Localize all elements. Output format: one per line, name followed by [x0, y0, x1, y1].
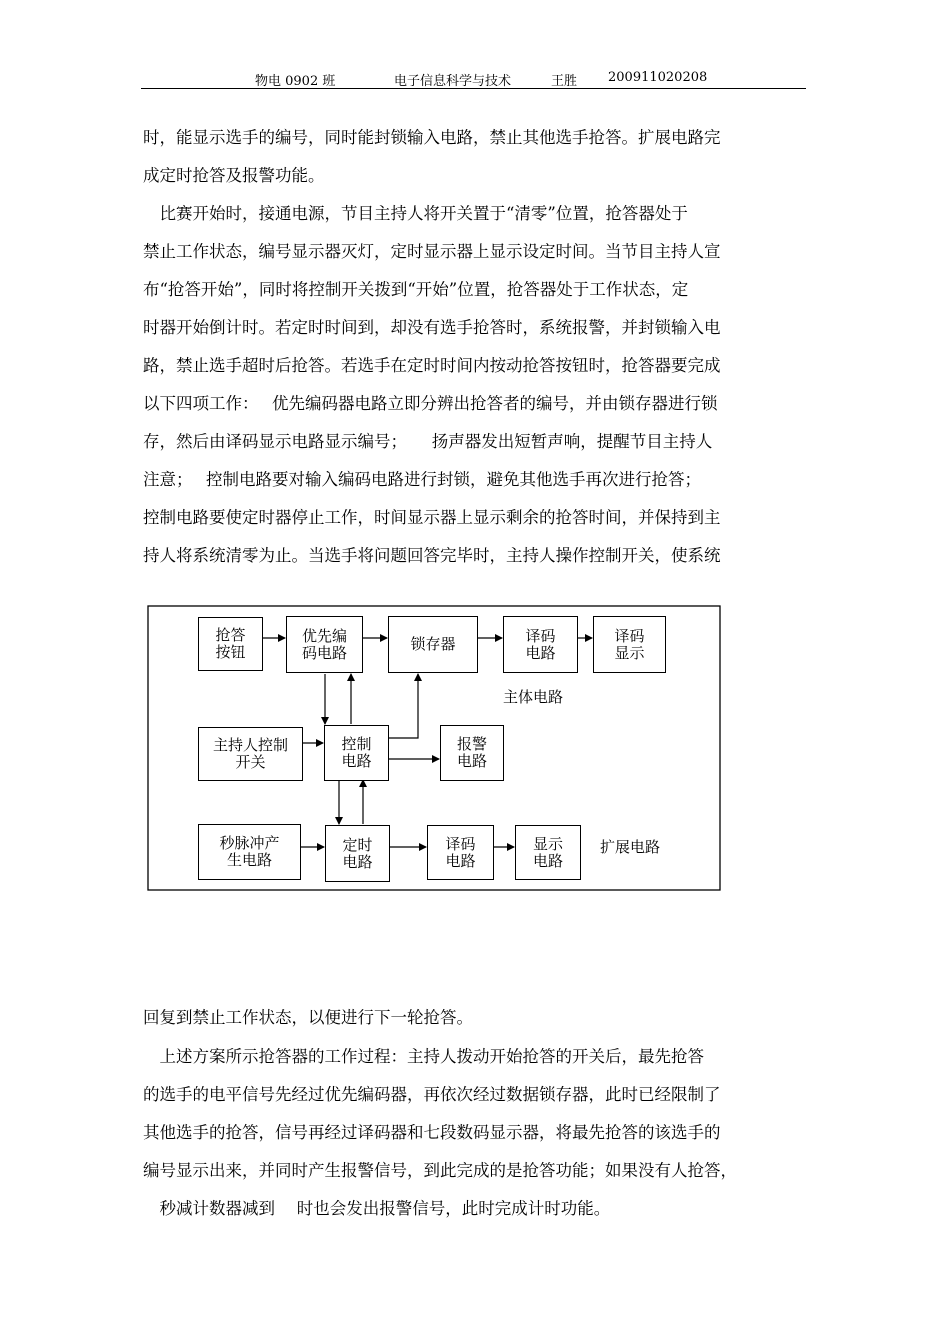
block-pulse-generator: 秒脉冲产 生电路	[198, 824, 301, 880]
page-header	[0, 70, 950, 90]
block-control: 控制 电路	[324, 725, 389, 781]
text-line: 禁止工作状态，编号显示器灭灯，定时显示器上显示设定时间。当节目主持人宣	[143, 242, 721, 261]
main-circuit-label: 主体电路	[503, 688, 564, 706]
block-host-switch: 主持人控制 开关	[198, 727, 303, 781]
header-class: 物电 0902 班	[255, 74, 336, 89]
paragraph	[143, 195, 808, 575]
text-line: 编号显示出来，并同时产生报警信号，到此完成的是抢答功能；如果没有人抢答，	[143, 1161, 737, 1180]
text-line: 其他选手的抢答，信号再经过译码器和七段数码显示器，将最先抢答的该选手的	[143, 1123, 721, 1142]
text-line: 以下四项工作： 优先编码器电路立即分辨出抢答者的编号，并由锁存器进行锁	[143, 394, 718, 413]
text-line: 控制电路要使定时器停止工作，时间显示器上显示剩余的抢答时间，并保持到主	[143, 508, 721, 527]
text-line: 时器开始倒计时。若定时时间到，却没有选手抢答时，系统报警，并封锁输入电	[143, 318, 721, 337]
block-priority-encoder: 优先编 码电路	[286, 616, 363, 673]
header-rule	[141, 88, 806, 89]
paragraph	[143, 119, 808, 195]
block-alarm: 报警 电路	[440, 725, 504, 781]
block-display-ext: 显示 电路	[515, 825, 581, 880]
extension-circuit-label: 扩展电路	[600, 838, 661, 856]
text-line: 存，然后由译码显示电路显示编号； 扬声器发出短暂声响，提醒节目主持人	[143, 432, 713, 451]
text-line: 比赛开始时，接通电源，节目主持人将开关置于“清零”位置，抢答器处于	[143, 204, 688, 223]
text-line: 布“抢答开始”，同时将控制开关拨到“开始”位置，抢答器处于工作状态，定	[143, 280, 689, 299]
text-line: 持人将系统清零为止。当选手将问题回答完毕时，主持人操作控制开关，使系统	[143, 546, 721, 565]
header-name: 王胜	[551, 74, 578, 89]
text-line: 路，禁止选手超时后抢答。若选手在定时时间内按动抢答按钮时，抢答器要完成	[143, 356, 721, 375]
header-student-id: 200911020208	[608, 70, 708, 85]
block-timer: 定时 电路	[325, 825, 390, 882]
paragraph	[143, 999, 808, 1037]
text-line: 回复到禁止工作状态，以便进行下一轮抢答。	[143, 1008, 473, 1027]
text-line: 成定时抢答及报警功能。	[143, 166, 325, 185]
paragraph	[143, 1038, 808, 1228]
header-major: 电子信息科学与技术	[394, 74, 512, 89]
block-qiangda-button: 抢答 按钮	[198, 617, 263, 671]
block-display-main: 译码 显示	[593, 616, 666, 673]
block-decoder-ext: 译码 电路	[427, 825, 494, 880]
text-line: 时，能显示选手的编号，同时能封锁输入电路，禁止其他选手抢答。扩展电路完	[143, 128, 721, 147]
block-latch: 锁存器	[388, 616, 478, 673]
text-line: 的选手的电平信号先经过优先编码器，再依次经过数据锁存器，此时已经限制了	[143, 1085, 721, 1104]
text-line: 秒减计数器减到 时也会发出报警信号，此时完成计时功能。	[143, 1199, 611, 1218]
block-diagram	[146, 604, 722, 892]
text-line: 注意； 控制电路要对输入编码电路进行封锁，避免其他选手再次进行抢答；	[143, 470, 701, 489]
arrow-control-to-latch	[388, 674, 418, 738]
text-line: 上述方案所示抢答器的工作过程：主持人拨动开始抢答的开关后，最先抢答	[143, 1047, 704, 1066]
block-decoder-main: 译码 电路	[503, 616, 578, 673]
